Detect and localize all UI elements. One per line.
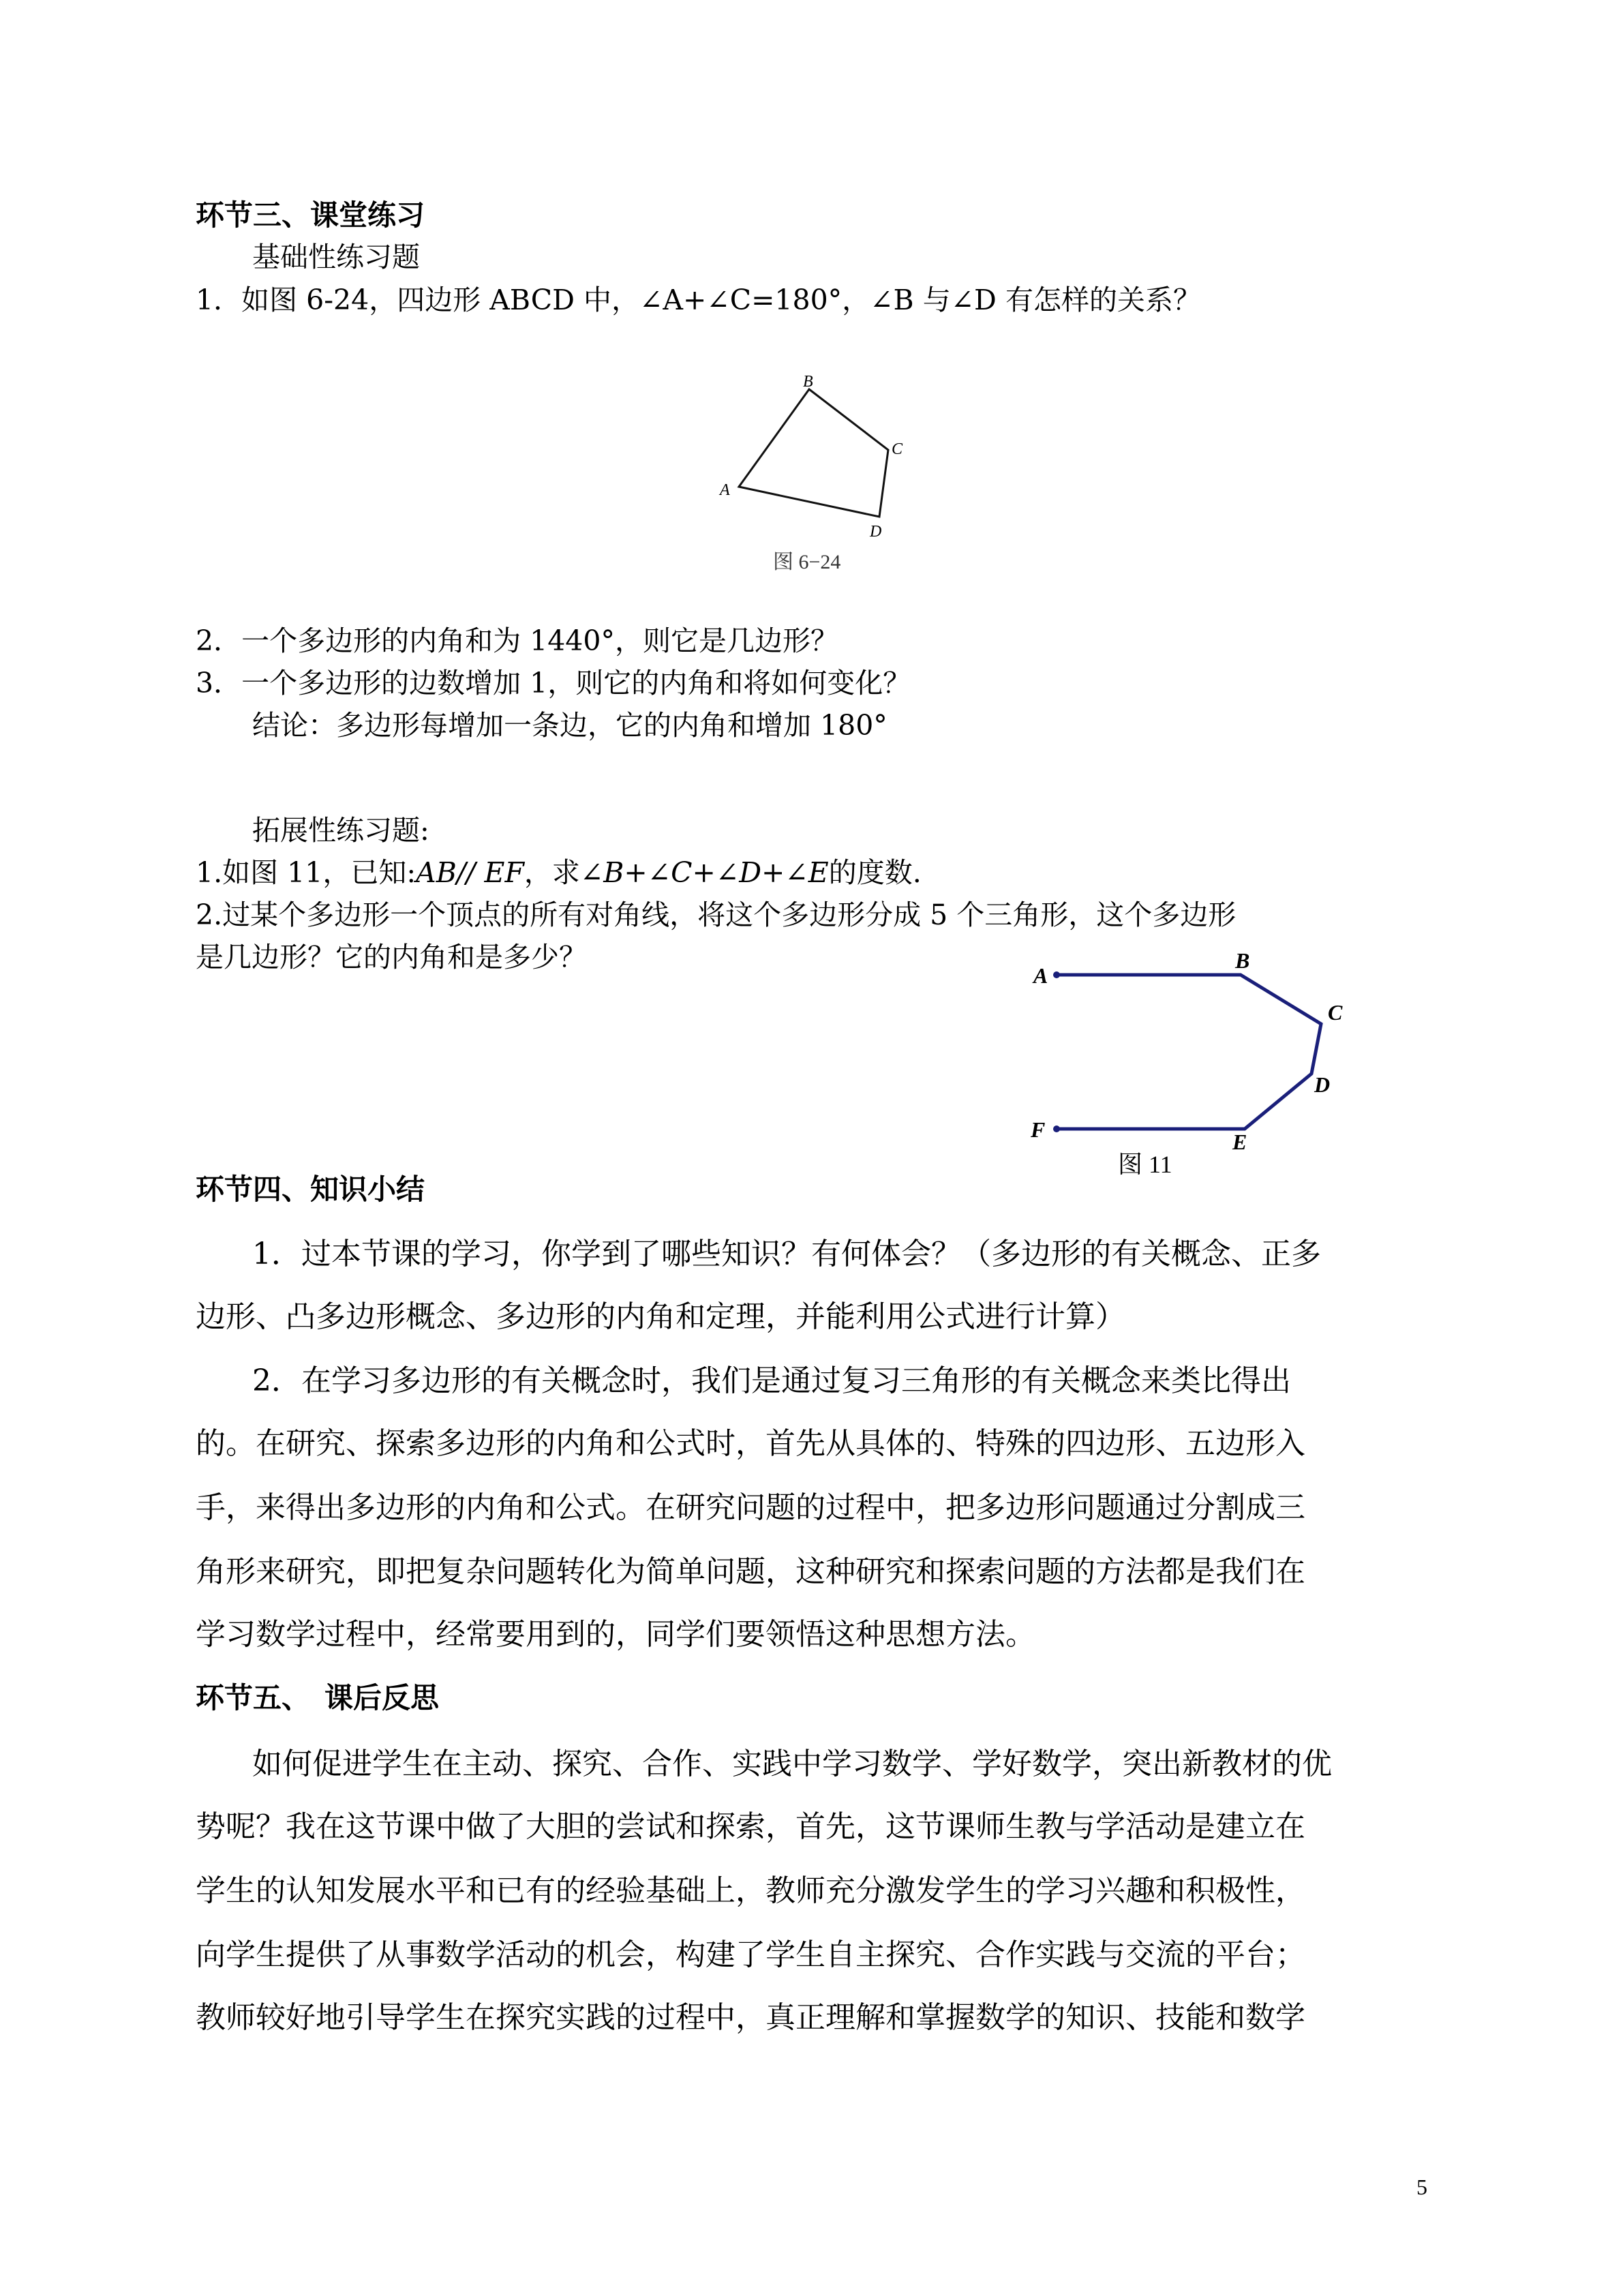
fig624-caption: 图 6−24 bbox=[773, 551, 841, 573]
summary-p2-line1: 2．在学习多边形的有关概念时，我们是通过复习三角形的有关概念来类比得出 bbox=[252, 1363, 1291, 1398]
fig624-label-c: C bbox=[892, 440, 903, 458]
question-2: 2．一个多边形的内角和为 1440°，则它是几边形？ bbox=[196, 624, 838, 657]
figure-6-24-quadrilateral bbox=[709, 368, 941, 579]
fig11-label-a: A bbox=[1033, 963, 1048, 988]
fig11-caption: 图 11 bbox=[1118, 1151, 1172, 1178]
fig11-label-f: F bbox=[1031, 1117, 1046, 1142]
ext-q1-suffix: 的度数. bbox=[828, 856, 922, 889]
reflection-line5: 教师较好地引导学生在探究实践的过程中，真正理解和掌握数学的知识、技能和数学 bbox=[196, 2000, 1305, 2035]
reflection-line1: 如何促进学生在主动、探究、合作、实践中学习数学、学好数学，突出新教材的优 bbox=[252, 1747, 1332, 1781]
conclusion: 结论：多边形每增加一条边，它的内角和增加 180° bbox=[252, 709, 888, 742]
fig11-label-e: E bbox=[1232, 1130, 1247, 1154]
point-a bbox=[1053, 971, 1060, 978]
extension-exercises-title: 拓展性练习题: bbox=[252, 814, 429, 847]
extension-question-1 bbox=[196, 856, 922, 889]
figure-11-polyline bbox=[1022, 948, 1377, 1193]
polyline-abcdef bbox=[1057, 975, 1321, 1129]
fig11-label-c: C bbox=[1328, 1000, 1343, 1025]
ext-q1-mid: ，求 bbox=[524, 856, 580, 889]
summary-p2-line3: 手，来得出多边形的内角和公式。在研究问题的过程中，把多边形问题通过分割成三 bbox=[196, 1490, 1305, 1525]
ext-q1-parallel: AB// EF bbox=[416, 856, 524, 889]
section3-heading: 环节三、课堂练习 bbox=[196, 198, 425, 232]
reflection-line3: 学生的认知发展水平和已有的经验基础上，教师充分激发学生的学习兴趣和积极性， bbox=[196, 1873, 1305, 1908]
fig11-label-d: D bbox=[1314, 1072, 1331, 1097]
fig624-label-a: A bbox=[720, 481, 730, 499]
summary-p1-line2: 边形、凸多边形概念、多边形的内角和定理，并能利用公式进行计算） bbox=[196, 1299, 1125, 1334]
extension-question-2-line1: 2.过某个多边形一个顶点的所有对角线，将这个多边形分成 5 个三角形，这个多边形 bbox=[196, 898, 1237, 931]
question-1: 1．如图 6-24，四边形 ABCD 中，∠A+∠C=180°，∠B 与∠D 有怎样的关系？ bbox=[196, 284, 1201, 316]
section5-heading: 环节五、 课后反思 bbox=[196, 1681, 440, 1715]
summary-p1-line1: 1．过本节课的学习，你学到了哪些知识？有何体会？（多边形的有关概念、正多 bbox=[252, 1237, 1321, 1271]
quadrilateral-abcd bbox=[739, 389, 888, 517]
fig11-label-b: B bbox=[1235, 948, 1250, 973]
section4-heading: 环节四、知识小结 bbox=[196, 1173, 425, 1206]
basic-exercises-title: 基础性练习题 bbox=[252, 241, 420, 273]
fig624-label-b: B bbox=[803, 373, 813, 391]
question-3: 3．一个多边形的边数增加 1，则它的内角和将如何变化？ bbox=[196, 667, 911, 699]
page-number: 5 bbox=[1416, 2175, 1427, 2199]
summary-p2-line5: 学习数学过程中，经常要用到的，同学们要领悟这种思想方法。 bbox=[196, 1617, 1035, 1652]
reflection-line4: 向学生提供了从事数学活动的机会，构建了学生自主探究、合作实践与交流的平台； bbox=[196, 1937, 1305, 1972]
ext-q1-prefix: 1.如图 11，已知: bbox=[196, 856, 416, 889]
ext-q1-expression: ∠B+∠C+∠D+∠E bbox=[579, 856, 829, 889]
extension-question-2-line2: 是几边形？它的内角和是多少？ bbox=[196, 941, 587, 973]
fig624-label-d: D bbox=[870, 523, 882, 541]
summary-p2-line4: 角形来研究，即把复杂问题转化为简单问题，这种研究和探索问题的方法都是我们在 bbox=[196, 1554, 1305, 1589]
point-f bbox=[1053, 1126, 1060, 1132]
reflection-line2: 势呢？我在这节课中做了大胆的尝试和探索，首先，这节课师生教与学活动是建立在 bbox=[196, 1809, 1305, 1844]
summary-p2-line2: 的。在研究、探索多边形的内角和公式时，首先从具体的、特殊的四边形、五边形入 bbox=[196, 1426, 1305, 1461]
